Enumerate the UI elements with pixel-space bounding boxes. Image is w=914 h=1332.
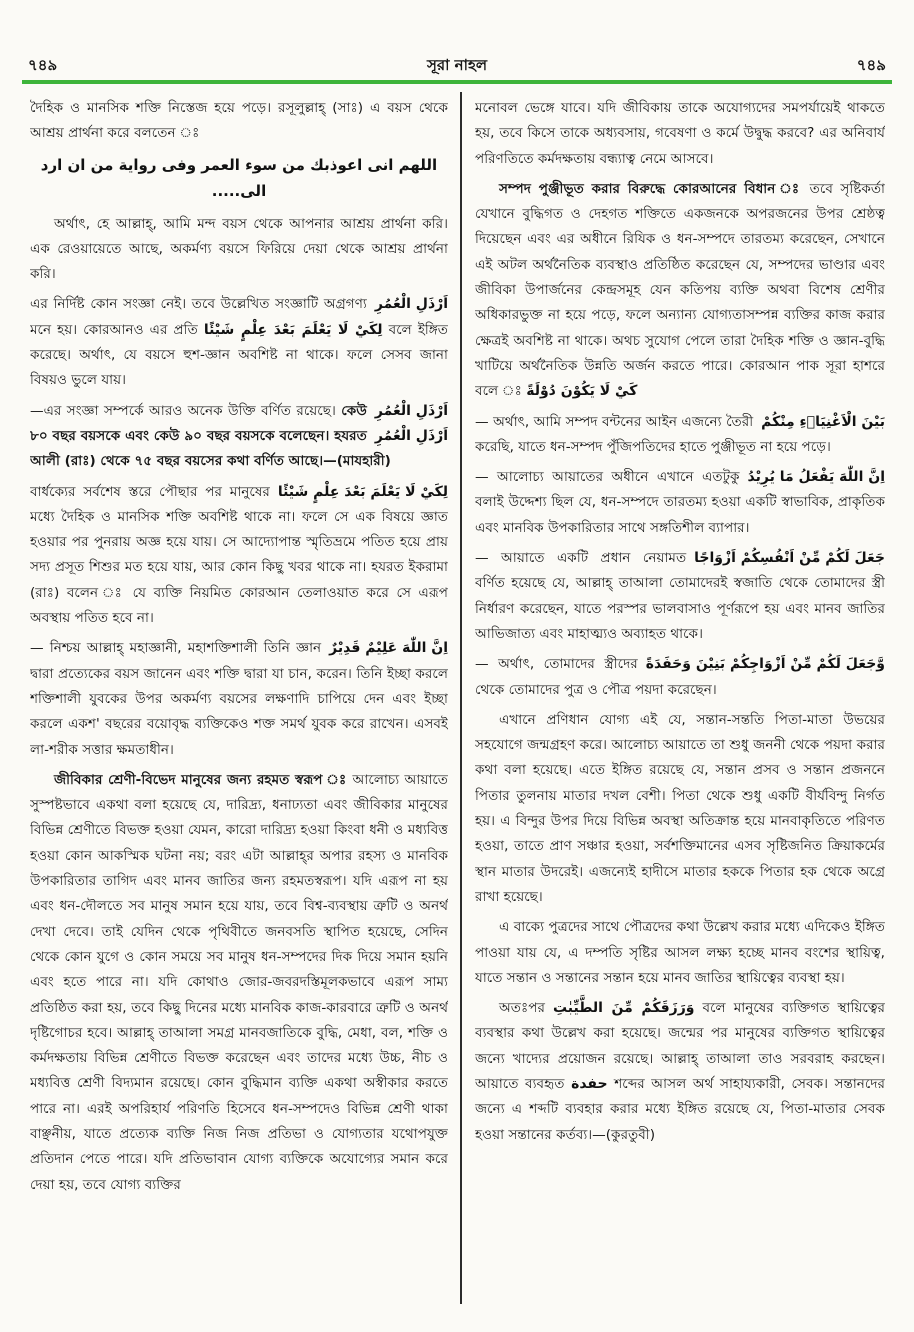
section-heading: সম্পদ পুঞ্জীভূত করার বিরুদ্ধে কোরআনের বিধান ঃ	[499, 180, 803, 197]
paragraph-text: তিনি জ্ঞান দ্বারা প্রত্যেকের বয়স জানেন এবং শক্তি দ্বারা যা চান, করেন। তিনি ইচ্ছা করলে শক্তিশালী যুবকের উপর অকর্মণ্য বয়সের লক্ষণাদি চাপিয়ে দেন এবং ইচ্ছা করলে একশ' বছরের বয়োবৃদ্ধ ব্যক্তিকেও শক্ত সমর্থ যুবক করে রাখেন। এসবই লা-শরীক সত্তার ক্ষমতাধীন।	[30, 640, 448, 758]
paragraph-text: — অর্থাৎ, তোমাদের স্ত্রীদের থেকে তোমাদের পুত্র ও পৌত্র পয়দা করেছেন।	[475, 656, 717, 698]
arabic-phrase: اَرْذَلِ الْعُمُرِ	[374, 402, 448, 419]
paragraph	[30, 636, 448, 762]
arabic-phrase: كَيْ لَا يَكُوْنَ دُوْلَةً	[526, 383, 638, 400]
header-rule	[22, 80, 892, 84]
arabic-phrase: بَيْنَ الْاَغْنِيَاۤءِ مِنْكُمْ	[761, 413, 885, 430]
column-divider	[460, 92, 462, 1304]
arabic-phrase: اِنَّ اللّٰهَ عَلِيْمٌ قَدِيْرٌ	[329, 640, 448, 657]
right-page-number: ৭৪৯	[856, 56, 886, 74]
paragraph-text: শব্দের আসল অর্থ সাহায্যকারী, সেবক। সন্তানদের জন্যে এ শব্দটি ব্যবহার করার মধ্যে ইঙ্গিত রয়েছে যে, পিতা-মাতার সেবক হওয়া সন্তানের কর্তব্য।—(কুরতুবী)	[475, 1075, 885, 1143]
paragraph	[30, 768, 448, 1198]
paragraph: মনোবল ভেঙ্গে যাবে। যদি জীবিকায় তাকে অযোগ্যদের সমপর্যায়েই থাকতে হয়, তবে কিসে তাকে অধ্যবসায়, গবেষণা ও কর্মে উদ্বুদ্ধ করবে? এর অনিবার্য পরিণতিতে কর্মদক্ষতায় বন্ধ্যাত্ব নেমে আসবে।	[475, 100, 885, 167]
paragraph-text: — অর্থাৎ, আমি সম্পদ বন্টনের আইন এজন্যে তৈরী করেছি, যাতে ধন-সম্পদ পুঁজিপতিদের হাতে পুঞ্জীভূত না হয়ে পড়ে।	[475, 413, 831, 455]
arabic-phrase: لِكَيْ لَا يَعْلَمَ بَعْدَ عِلْمٍ شَيْئًا	[277, 483, 448, 500]
paragraph	[475, 546, 885, 647]
paragraph-text: আলোচ্য আয়াতে সুস্পষ্টভাবে একথা বলা হয়েছে যে, দারিদ্র্য, ধনাঢ্যতা এবং জীবিকার মানুষের বিভিন্ন শ্রেণীতে বিভক্ত হওয়া যেমন, কারো দারিদ্র্য হওয়া কিংবা ধনী ও মধ্যবিত্ত হওয়া কোন আকস্মিক ঘটনা নয়; বরং এটা আল্লাহ্‌র অপার রহস্য ও মানবিক উপকারিতার তাগিদ এবং মানব জাতির জন্য রহমতস্বরূপ। যদি এরূপ না হয় এবং ধন-দৌলতে সব মানুষ সমান হয়ে যায়, তবে বিশ্ব-ব্যবস্থায় ত্রুটি ও অনর্থ দেখা দেবে। তাই যেদিন থেকে পৃথিবীতে জনবসতি স্থাপিত হয়েছে, সেদিন থেকে কোন যুগে ও কোন সময়ে সব মানুষ ধন-সম্পদের দিক দিয়ে সমান হয়নি এবং হতে পারে না। যদি কোথাও জোর-জবরদস্তিমূলকভাবে এরূপ সাম্য প্রতিষ্ঠিত করা হয়, তবে কিছু দিনের মধ্যে মানবিক কাজ-কারবারে ত্রুটি ও অনর্থ দৃষ্টিগোচর হবে। আল্লাহ্‌ তাআলা সমগ্র মানবজাতিকে বুদ্ধি, মেধা, বল, শক্তি ও কর্মদক্ষতায় বিভিন্ন শ্রেণীতে বিভক্ত করেছেন এবং তাদের মধ্যে উচ্চ, নীচ ও মধ্যবিত্ত শ্রেণী বিদ্যমান রয়েছে। কোন বুদ্ধিমান ব্যক্তি একথা অস্বীকার করতে পারে না। এরই অপরিহার্য পরিণতি হিসেবে ধন-সম্পদেও বিভিন্ন শ্রেণী থাকা বাঞ্ছনীয়, যাতে প্রত্যেক ব্যক্তি নিজ নিজ প্রতিভা ও যোগ্যতার যথোপযুক্ত প্রতিদান পেতে পারে। যদি প্রতিভাবান যোগ্য ব্যক্তিকে অযোগ্যের সমান করে দেয়া হয়, তবে যোগ্য ব্যক্তির	[30, 771, 448, 1193]
arabic-phrase: جَعَلَ لَكُمْ مِّنْ اَنْفُسِكُمْ اَزْوَاجًا	[694, 550, 885, 567]
paragraph	[30, 480, 448, 632]
left-column	[30, 96, 448, 1301]
arabic-dua: اللهم انى اعوذبك من سوء العمر وفى رواية من ان ارد الى.....	[40, 155, 438, 200]
paragraph	[475, 465, 885, 541]
paragraph: এখানে প্রণিধান যোগ্য এই যে, সন্তান-সন্ততি পিতা-মাতা উভয়ের সহযোগে জন্মগ্রহণ করে। আলোচ্য আয়াতে তা শুধু জননী থেকে পয়দা করার কথা বলা হয়েছে। এতে ইঙ্গিত রয়েছে যে, সন্তান প্রসব ও সন্তান প্রজননে পিতার তুলনায় মাতার দখল বেশী। পিতা থেকে শুধু একটি বীর্যবিন্দু নির্গত হয়। এ বিন্দুর উপর দিয়ে বিভিন্ন অবস্থা অতিক্রান্ত হয়ে মানবাকৃতিতে পরিণত হওয়া, তাতে প্রাণ সঞ্চার হওয়া, সর্বশক্তিমানের এসব সৃষ্টিজনিত ক্রিয়াকর্মের স্থান মাতার উদরেই। এজন্যেই হাদীসে মাতার হককে পিতার হক থেকে অগ্রে রাখা হয়েছে।	[475, 711, 885, 905]
paragraph-text: বার্ধক্যের সর্বশেষ স্তরে পৌছার পর মানুষের মধ্যে দৈহিক ও মানসিক শক্তি অবশিষ্ট থাকে না। ফলে সে এক বিষয়ে জ্ঞাত হওয়ার পর পুনরায় অজ্ঞ হয়ে যায়। সে আদ্যোপান্ত স্মৃতিভ্রমে পতিত হয়ে প্রায় সদ্য প্রসূত শিশুর মত হয়ে যায়, আর কোন কিছু খবর থাকে না। হযরত ইকরামা (রাঃ) বলেন ঃ যে ব্যক্তি নিয়মিত কোরআন তেলাওয়াত করে সে এরূপ অবস্থায় পতিত হবে না।	[30, 483, 448, 627]
right-column	[475, 96, 885, 1301]
arabic-phrase: وَّجَعَلَ لَكُمْ مِّنْ اَزْوَاجِكُمْ بَنِيْنَ وَحَفَدَةً	[645, 656, 885, 673]
paragraph: এ বাক্যে পুত্রদের সাথে পৌত্রদের কথা উল্লেখ করার মধ্যে এদিকেও ইঙ্গিত পাওয়া যায় যে, এ দম্পতি সৃষ্টির আসল লক্ষ্য হচ্ছে মানব বংশের স্থায়িত্ব, যাতে সন্তান ও সন্তানের সন্তান হয়ে মানব জাতির স্থায়িত্বের ব্যবস্থা হয়।	[475, 919, 885, 986]
paragraph-text: —এর সংজ্ঞা সম্পর্কে আরও অনেক উক্তি বর্ণিত রয়েছে।	[30, 402, 336, 419]
arabic-phrase: حفدة	[571, 1075, 608, 1092]
paragraph-text: — আয়াতে একটি প্রধান নেয়ামত বর্ণিত হয়েছে যে, আল্লাহ্‌ তাআলা তোমাদেরই স্বজাতি থেকে তোমাদের স্ত্রী নির্ধারণ করেছেন, যাতে পরস্পর ভালবাসাও পূর্ণরূপে হয় এবং মানব জাতির আভিজাত্য এবং মাহাত্ম্যও অব্যাহত থাকে।	[475, 550, 885, 642]
arabic-phrase: وَرَزَقَكُمْ مِّنَ الطَّيِّبٰتِ	[552, 1000, 695, 1017]
page-header	[22, 50, 892, 78]
arabic-phrase: اَرْذَلِ الْعُمُرِ	[374, 427, 448, 444]
paragraph-text: — আলোচ্য আয়াতের অধীনে এখানে এতটুকু বলাই উদ্দেশ্য ছিল যে, ধন-সম্পদে তারতম্য হওয়া একটি স্বাভাবিক, প্রাকৃতিক এবং মানবিক উপকারিতার সাথে সঙ্গতিশীল ব্যাপার।	[475, 469, 885, 536]
arabic-phrase: اِنَّ اللّٰهَ يَفْعَلُ مَا يُرِيْدُ	[747, 469, 885, 486]
surah-title: সূরা নাহল	[426, 56, 488, 74]
section-heading: জীবিকার শ্রেণী-বিভেদ মানুষের জন্য রহমত স্বরূপ ঃ	[54, 771, 348, 788]
paragraph	[475, 410, 885, 461]
arabic-phrase: اَرْذَلِ الْعُمُرِ	[374, 296, 448, 313]
arabic-phrase: لِكَيْ لَا يَعْلَمَ بَعْدَ عِلْمٍ شَيْئًا	[203, 321, 383, 338]
paragraph: দৈহিক ও মানসিক শক্তি নিস্তেজ হয়ে পড়ে। রসূলুল্লাহ্‌ (সাঃ) এ বয়স থেকে আশ্রয় প্রার্থনা করে বলতেন ঃ	[30, 100, 448, 142]
paragraph	[475, 652, 885, 703]
paragraph	[475, 996, 885, 1148]
paragraph-text: অতঃপর	[499, 1000, 545, 1017]
paragraph	[30, 399, 448, 475]
paragraph-text: তবে সৃষ্টিকর্তা যেখানে বুদ্ধিগত ও দেহগত শক্তিতে একজনকে অপরজনের উপর শ্রেষ্ঠত্ব দিয়েছেন এবং এর অধীনে রিযিক ও ধন-সম্পদে তারতম্য করেছেন, সেখানে এই অটল অর্থনৈতিক ব্যবস্থাও প্রতিষ্ঠিত করেছেন যে, সম্পদের ভাণ্ডার এবং জীবিকা উপার্জনের কেন্দ্রসমূহ যেন কতিপয় ব্যক্তি অথবা বিশেষ শ্রেণীর অধিকারভুক্ত না হয়ে পড়ে, ফলে অন্যান্য যোগ্যতাসম্পন্ন ব্যক্তির কাজ করার ক্ষেত্রই অবশিষ্ট না থাকে। অথচ সুযোগ পেলে তারা দৈহিক শক্তি ও জ্ঞান-বুদ্ধি খাটিয়ে অর্থনৈতিক উন্নতি অর্জন করতে পারে। কোরআন পাক সূরা হাশরে বলে ঃ	[475, 180, 885, 400]
paragraph	[30, 292, 448, 393]
left-page-number: ৭৪৯	[28, 56, 58, 74]
paragraph-text: কেউ ৮০ বছর বয়সকে এবং কেউ ৯০ বছর বয়সকে বলেছেন। হযরত আলী (রাঃ) থেকে ৭৫ বছর বয়সের কথা বর্ণিত আছে।—(মাযহারী)	[30, 402, 391, 470]
paragraph-text: — নিশ্চয় আল্লাহ্‌ মহাজ্ঞানী, মহাশক্তিশালী	[30, 640, 258, 657]
paragraph	[475, 177, 885, 405]
paragraph: অর্থাৎ, হে আল্লাহ্‌, আমি মন্দ বয়স থেকে আপনার আশ্রয় প্রার্থনা করি। এক রেওয়ায়েতে আছে, অকর্মণ্য বয়সে ফিরিয়ে দেয়া থেকে আশ্রয় প্রার্থনা করি।	[30, 215, 448, 283]
paragraph-text: বলে ইঙ্গিত করেছে। অর্থাৎ, যে বয়সে হুশ-জ্ঞান অবশিষ্ট না থাকে। ফলে সেসব জানা বিষয়ও ভুলে যায়।	[30, 321, 448, 389]
paragraph-text: বলে মানুষের ব্যক্তিগত স্থায়িত্বের ব্যবস্থার কথা উল্লেখ করা হয়েছে। জন্মের পর মানুষের ব্যক্তিগত স্থায়িত্বের জন্যে খাদ্যের প্রয়োজন রয়েছে। আল্লাহ্‌ তাআলা তাও সরবরাহ করছেন। আয়াতে ব্যবহৃত	[475, 1000, 885, 1092]
paragraph-text: এর নির্দিষ্ট কোন সংজ্ঞা নেই। তবে উল্লেখিত সংজ্ঞাটি অগ্রগণ্য মনে হয়। কোরআনও এর প্রতি	[30, 296, 367, 338]
